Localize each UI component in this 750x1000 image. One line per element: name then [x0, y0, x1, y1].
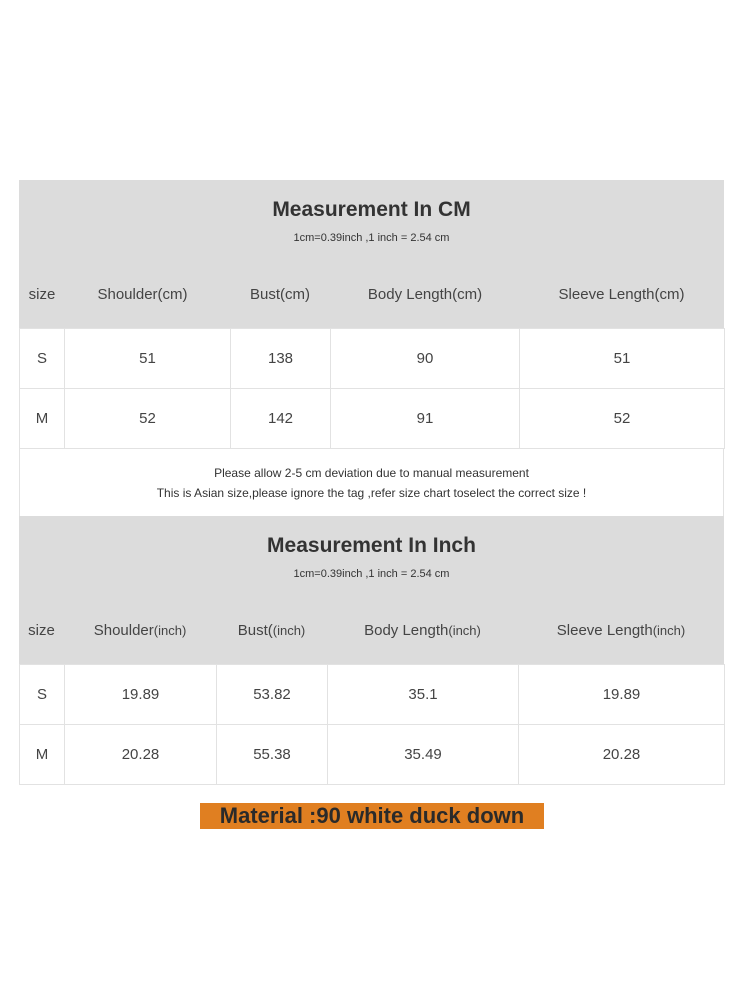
inch-size-table: [19, 664, 725, 785]
shoulder-cell: 52: [65, 389, 231, 449]
col-header-size: size: [28, 286, 56, 303]
col-header-shoulder: Shoulder(inch): [93, 622, 187, 639]
body-length-cell: 35.49: [328, 725, 519, 785]
sleeve-length-cell: 52: [520, 389, 725, 449]
table-row: [20, 329, 725, 389]
shoulder-cell: 51: [65, 329, 231, 389]
measurement-notes: [19, 449, 724, 517]
col-header-body-length: Body Length(inch): [364, 622, 481, 639]
body-length-cell: 91: [331, 389, 520, 449]
col-header-body-length: Body Length(cm): [367, 286, 483, 303]
size-cell: M: [20, 389, 65, 449]
cm-chart-conversion-note: 1cm=0.39inch ,1 inch = 2.54 cm: [293, 232, 450, 244]
inch-chart-header: [19, 516, 724, 664]
table-row: [20, 665, 725, 725]
cm-size-chart: [19, 180, 724, 517]
size-cell: S: [20, 329, 65, 389]
bust-cell: 53.82: [217, 665, 328, 725]
size-cell: M: [20, 725, 65, 785]
inch-chart-title: Measurement In Inch: [267, 534, 476, 557]
shoulder-cell: 20.28: [65, 725, 217, 785]
sleeve-length-cell: 20.28: [519, 725, 725, 785]
col-header-sleeve-length: Sleeve Length(cm): [558, 286, 685, 303]
col-header-bust: Bust((inch): [237, 622, 306, 639]
inch-column-headers: [19, 622, 724, 642]
bust-cell: 55.38: [217, 725, 328, 785]
shoulder-cell: 19.89: [65, 665, 217, 725]
cm-size-table: [19, 328, 725, 449]
size-cell: S: [20, 665, 65, 725]
body-length-cell: 90: [331, 329, 520, 389]
body-length-cell: 35.1: [328, 665, 519, 725]
bust-cell: 138: [231, 329, 331, 389]
inch-size-chart: [19, 516, 724, 785]
cm-chart-header: [19, 180, 724, 328]
deviation-note: Please allow 2-5 cm deviation due to manual measurement: [214, 466, 529, 480]
material-label: Material :90 white duck down: [200, 803, 544, 829]
col-header-shoulder: Shoulder(cm): [97, 286, 188, 303]
table-row: [20, 389, 725, 449]
sleeve-length-cell: 19.89: [519, 665, 725, 725]
inch-chart-conversion-note: 1cm=0.39inch ,1 inch = 2.54 cm: [293, 568, 450, 580]
cm-chart-title: Measurement In CM: [272, 198, 471, 221]
col-header-size: size: [28, 622, 55, 639]
table-row: [20, 725, 725, 785]
cm-column-headers: [19, 286, 724, 306]
sleeve-length-cell: 51: [520, 329, 725, 389]
asian-size-note: This is Asian size,please ignore the tag ,refer size chart toselect the correct size !: [156, 486, 587, 500]
col-header-bust: Bust(cm): [250, 286, 310, 303]
bust-cell: 142: [231, 389, 331, 449]
col-header-sleeve-length: Sleeve Length(inch): [556, 622, 686, 639]
